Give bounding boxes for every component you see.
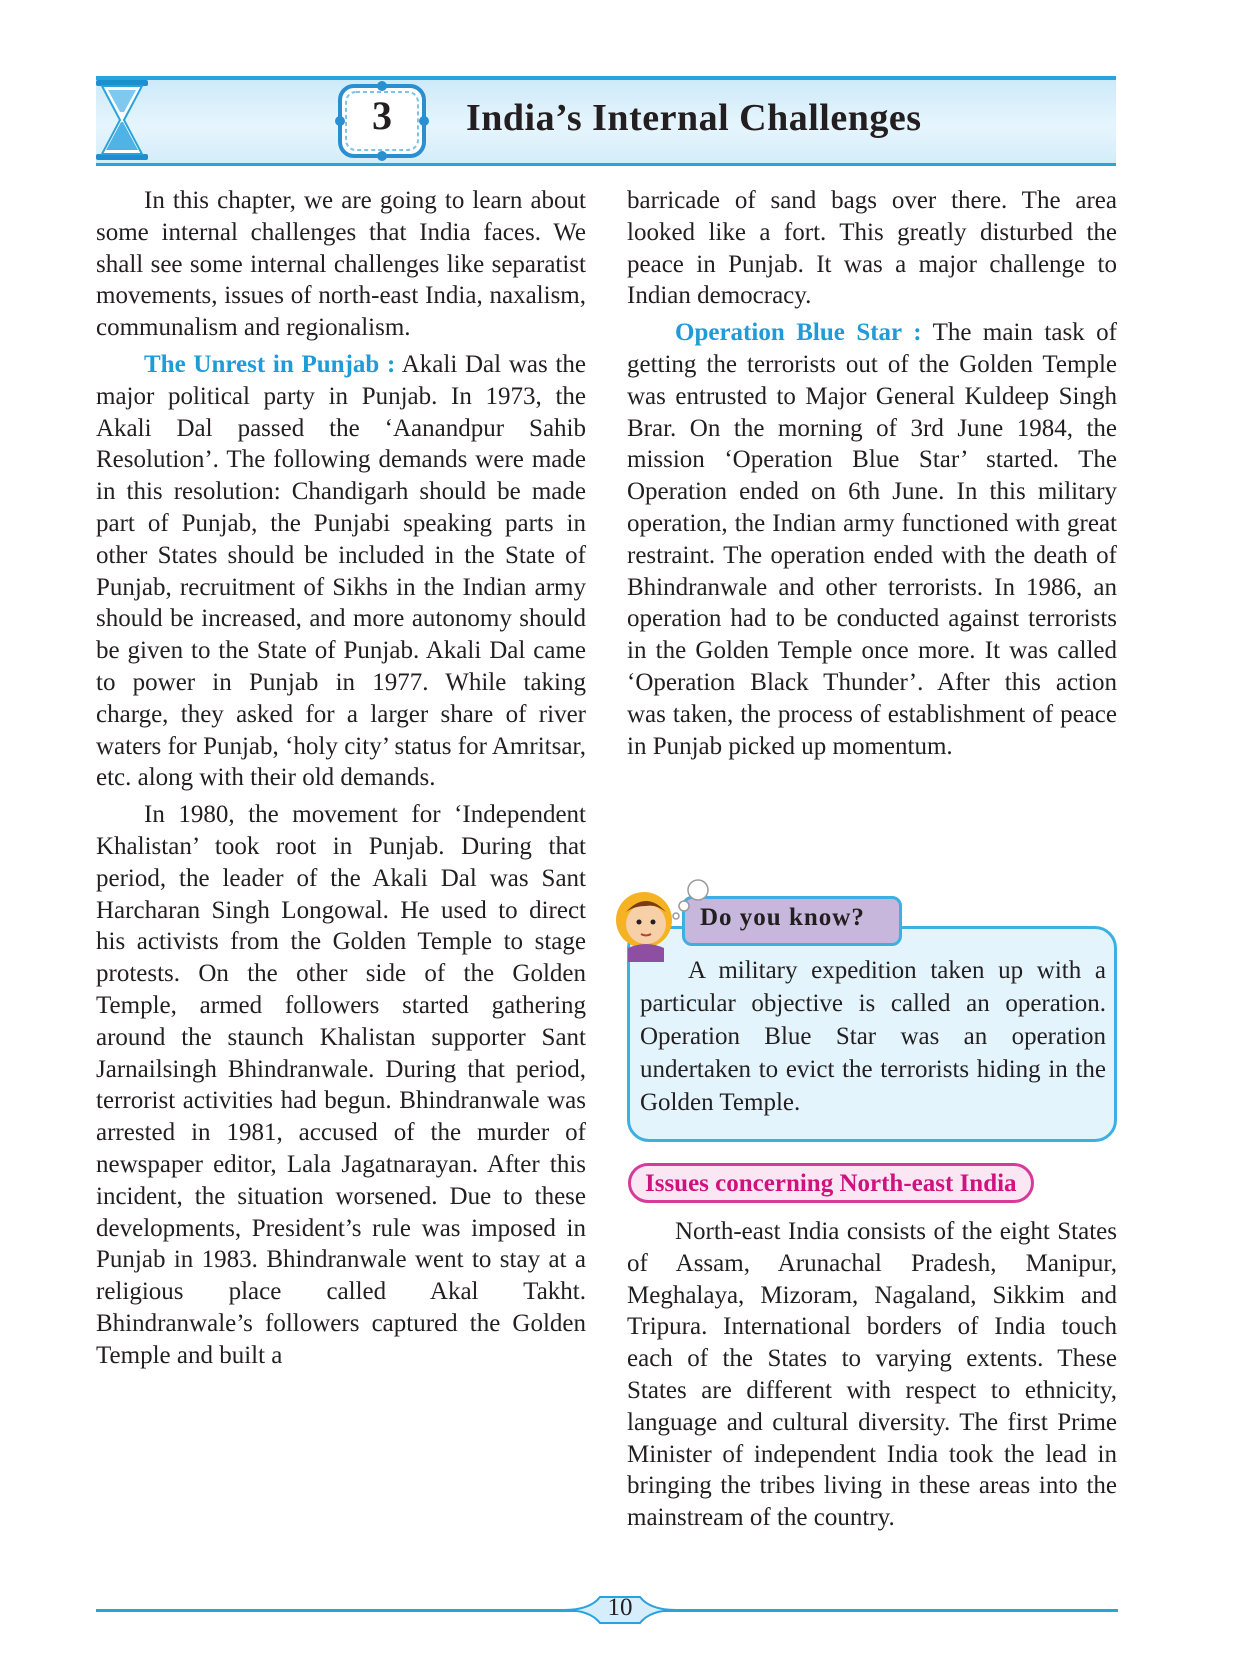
chapter-header — [96, 76, 1116, 166]
do-you-know-text: A military expedition taken up with a particular objective is called an operation. Operation Blue Star was an operation undertaken to evict the terrorists hiding in the Golden Temple. — [640, 957, 1106, 1116]
north-east-section — [627, 1216, 1117, 1534]
blue-star-text: The main task of getting the terrorists out of the Golden Temple was entrusted to Major General Kuldeep Singh Brar. On the morning of 3rd June 1984, the mission ‘Operation Blue Star’ started. The Operation ended on 6th June. In this military operation, the Indian army functioned with great restraint. The operation ended with the death of Bhindranwale and other terrorists. In 1986, an operation had to be conducted against terrorists in the Golden Temple once more. It was called ‘Operation Black Thunder’. After this action was taken, the process of establishment of peace in Punjab picked up momentum. — [627, 319, 1118, 760]
khalistan-paragraph: In 1980, the movement for ‘Independent Khalistan’ took root in Punjab. During that period, the leader of the Akali Dal was Sant Harcharan Singh Longowal. He used to direct his activists from the Golden Temple to stage protests. On the other side of the Golden Temple, armed followers started gathering around the staunch Khalistan supporter Sant Jarnailsingh Bhindranwale. During that period, terrorist activities had begun. Bhindranwale was arrested in 1981, accused of the murder of newspaper editor, Lala Jagatnarayan. After this incident, the situation worsened. Due to these developments, President’s rule was imposed in Punjab in 1983. Bhindranwale went to stay at a religious place called Akal Takht. Bhindranwale’s followers captured the Golden Temple and built a — [96, 801, 586, 1369]
punjab-heading: The Unrest in Punjab : — [144, 350, 396, 378]
continued-paragraph: barricade of sand bags over there. The area looked like a fort. This greatly disturbed the peace in Punjab. It was a major challenge to Indian democracy. — [627, 187, 1117, 310]
punjab-text: Akali Dal was the major political party in Punjab. In 1973, the Akali Dal passed the ‘Aanandpur Sahib Resolution’. The following demands were made in this resolution: Chandigarh should be made part of Punjab, the Punjabi speaking parts in other States should be included in the State of Punjab, recruitment of Sikhs in the Indian army should be increased, and more autonomy should be given to the State of Punjab. Akali Dal came to power in Punjab in 1977. While taking charge, they asked for a larger share of river waters for Punjab, ‘holy city’ status for Amritsar, etc. along with their old demands. — [96, 350, 586, 792]
right-column — [627, 185, 1117, 762]
punjab-paragraph — [96, 349, 586, 794]
north-east-paragraph: North-east India consists of the eight States of Assam, Arunachal Pradesh, Manipur, Meghalaya, Mizoram, Nagaland, Sikkim and Tripura. International borders of India touch each of the States to varying extents. These States are different with respect to ethnicity, language and cultural diversity. The first Prime Minister of independent India took the lead in bringing the tribes living in these areas into the mainstream of the country. — [627, 1218, 1117, 1532]
left-column — [96, 185, 586, 1371]
blue-star-heading: Operation Blue Star : — [675, 319, 922, 347]
section-heading-tag — [628, 1163, 1034, 1203]
hourglass-icon — [94, 78, 150, 162]
page-number: 10 — [607, 1594, 633, 1621]
do-you-know-label: Do you know? — [700, 904, 865, 931]
chapter-number: 3 — [372, 93, 392, 138]
do-you-know-box — [612, 876, 1120, 1146]
chapter-title: India’s Internal Challenges — [466, 97, 922, 139]
blue-star-paragraph — [627, 317, 1117, 762]
intro-paragraph: In this chapter, we are going to learn about some internal challenges that India faces. We shall see some internal challenges like separatist movements, issues of north-east India, naxalism, communalism and regionalism. — [96, 187, 586, 342]
section-heading: Issues concerning North-east India — [645, 1170, 1017, 1197]
